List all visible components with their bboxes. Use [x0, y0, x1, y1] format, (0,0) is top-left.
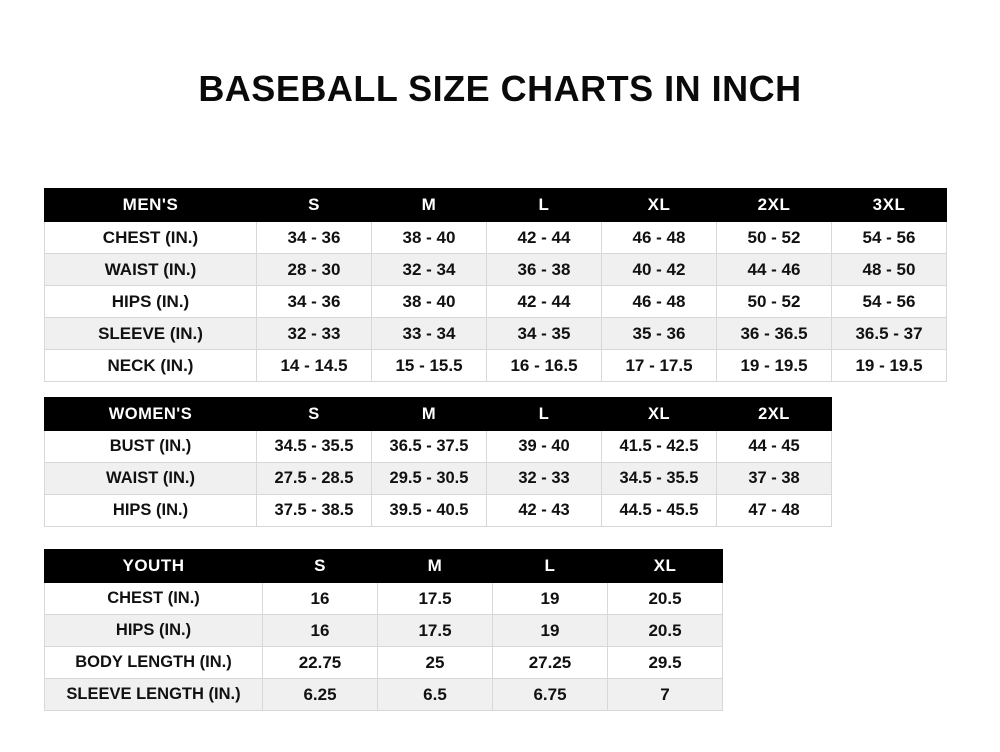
- table-row: [45, 583, 723, 615]
- cell: 28 - 30: [257, 254, 372, 286]
- table-row: [45, 318, 947, 350]
- cell: 50 - 52: [717, 222, 832, 254]
- cell: 17.5: [378, 615, 493, 647]
- cell: 29.5: [608, 647, 723, 679]
- youth-header-label: YOUTH: [45, 550, 263, 583]
- mens-col-3xl: 3XL: [832, 189, 947, 222]
- youth-col-xl: XL: [608, 550, 723, 583]
- cell: 22.75: [263, 647, 378, 679]
- cell: 40 - 42: [602, 254, 717, 286]
- cell: 48 - 50: [832, 254, 947, 286]
- cell: 17 - 17.5: [602, 350, 717, 382]
- cell: 27.25: [493, 647, 608, 679]
- row-label: CHEST (IN.): [45, 583, 263, 615]
- mens-col-l: L: [487, 189, 602, 222]
- cell: 33 - 34: [372, 318, 487, 350]
- womens-col-2xl: 2XL: [717, 398, 832, 431]
- youth-col-m: M: [378, 550, 493, 583]
- womens-table-body: [45, 431, 832, 527]
- mens-col-s: S: [257, 189, 372, 222]
- womens-col-xl: XL: [602, 398, 717, 431]
- womens-col-s: S: [257, 398, 372, 431]
- row-label: HIPS (IN.): [45, 495, 257, 527]
- cell: 44 - 45: [717, 431, 832, 463]
- cell: 42 - 44: [487, 222, 602, 254]
- cell: 37 - 38: [717, 463, 832, 495]
- cell: 6.75: [493, 679, 608, 711]
- cell: 20.5: [608, 583, 723, 615]
- row-label: HIPS (IN.): [45, 286, 257, 318]
- table-row: [45, 286, 947, 318]
- cell: 44 - 46: [717, 254, 832, 286]
- cell: 36.5 - 37.5: [372, 431, 487, 463]
- cell: 38 - 40: [372, 222, 487, 254]
- cell: 44.5 - 45.5: [602, 495, 717, 527]
- mens-header-label: MEN'S: [45, 189, 257, 222]
- youth-table-header: [45, 550, 723, 583]
- table-row: [45, 350, 947, 382]
- mens-table-header: [45, 189, 947, 222]
- cell: 16: [263, 583, 378, 615]
- page-title: BASEBALL SIZE CHARTS IN INCH: [198, 68, 802, 109]
- cell: 20.5: [608, 615, 723, 647]
- cell: 39 - 40: [487, 431, 602, 463]
- row-label: BODY LENGTH (IN.): [45, 647, 263, 679]
- cell: 34 - 36: [257, 286, 372, 318]
- cell: 27.5 - 28.5: [257, 463, 372, 495]
- cell: 19: [493, 615, 608, 647]
- cell: 42 - 43: [487, 495, 602, 527]
- cell: 35 - 36: [602, 318, 717, 350]
- cell: 36 - 36.5: [717, 318, 832, 350]
- mens-col-m: M: [372, 189, 487, 222]
- table-row: [45, 431, 832, 463]
- mens-col-xl: XL: [602, 189, 717, 222]
- cell: 36.5 - 37: [832, 318, 947, 350]
- cell: 34 - 35: [487, 318, 602, 350]
- table-row: [45, 495, 832, 527]
- cell: 19 - 19.5: [717, 350, 832, 382]
- cell: 34.5 - 35.5: [602, 463, 717, 495]
- row-label: CHEST (IN.): [45, 222, 257, 254]
- cell: 54 - 56: [832, 286, 947, 318]
- cell: 34 - 36: [257, 222, 372, 254]
- womens-col-m: M: [372, 398, 487, 431]
- cell: 46 - 48: [602, 222, 717, 254]
- table-header-row: [45, 189, 947, 222]
- cell: 19: [493, 583, 608, 615]
- cell: 7: [608, 679, 723, 711]
- cell: 54 - 56: [832, 222, 947, 254]
- table-row: [45, 615, 723, 647]
- cell: 50 - 52: [717, 286, 832, 318]
- table-header-row: [45, 398, 832, 431]
- cell: 46 - 48: [602, 286, 717, 318]
- cell: 47 - 48: [717, 495, 832, 527]
- cell: 38 - 40: [372, 286, 487, 318]
- table-header-row: [45, 550, 723, 583]
- cell: 6.5: [378, 679, 493, 711]
- row-label: WAIST (IN.): [45, 254, 257, 286]
- row-label: SLEEVE (IN.): [45, 318, 257, 350]
- cell: 41.5 - 42.5: [602, 431, 717, 463]
- womens-table-header: [45, 398, 832, 431]
- table-row: [45, 647, 723, 679]
- row-label: HIPS (IN.): [45, 615, 263, 647]
- table-row: [45, 254, 947, 286]
- womens-size-table: [44, 397, 832, 527]
- cell: 32 - 34: [372, 254, 487, 286]
- cell: 42 - 44: [487, 286, 602, 318]
- table-row: [45, 463, 832, 495]
- row-label: NECK (IN.): [45, 350, 257, 382]
- cell: 17.5: [378, 583, 493, 615]
- cell: 32 - 33: [257, 318, 372, 350]
- cell: 37.5 - 38.5: [257, 495, 372, 527]
- cell: 15 - 15.5: [372, 350, 487, 382]
- cell: 14 - 14.5: [257, 350, 372, 382]
- mens-col-2xl: 2XL: [717, 189, 832, 222]
- cell: 16 - 16.5: [487, 350, 602, 382]
- cell: 34.5 - 35.5: [257, 431, 372, 463]
- youth-size-table: [44, 549, 723, 711]
- youth-col-s: S: [263, 550, 378, 583]
- youth-table-body: [45, 583, 723, 711]
- cell: 19 - 19.5: [832, 350, 947, 382]
- row-label: WAIST (IN.): [45, 463, 257, 495]
- cell: 25: [378, 647, 493, 679]
- womens-col-l: L: [487, 398, 602, 431]
- mens-size-table: [44, 188, 947, 382]
- table-row: [45, 679, 723, 711]
- table-row: [45, 222, 947, 254]
- cell: 6.25: [263, 679, 378, 711]
- cell: 36 - 38: [487, 254, 602, 286]
- cell: 29.5 - 30.5: [372, 463, 487, 495]
- cell: 39.5 - 40.5: [372, 495, 487, 527]
- mens-table-body: [45, 222, 947, 382]
- cell: 16: [263, 615, 378, 647]
- youth-col-l: L: [493, 550, 608, 583]
- womens-header-label: WOMEN'S: [45, 398, 257, 431]
- cell: 32 - 33: [487, 463, 602, 495]
- row-label: BUST (IN.): [45, 431, 257, 463]
- row-label: SLEEVE LENGTH (IN.): [45, 679, 263, 711]
